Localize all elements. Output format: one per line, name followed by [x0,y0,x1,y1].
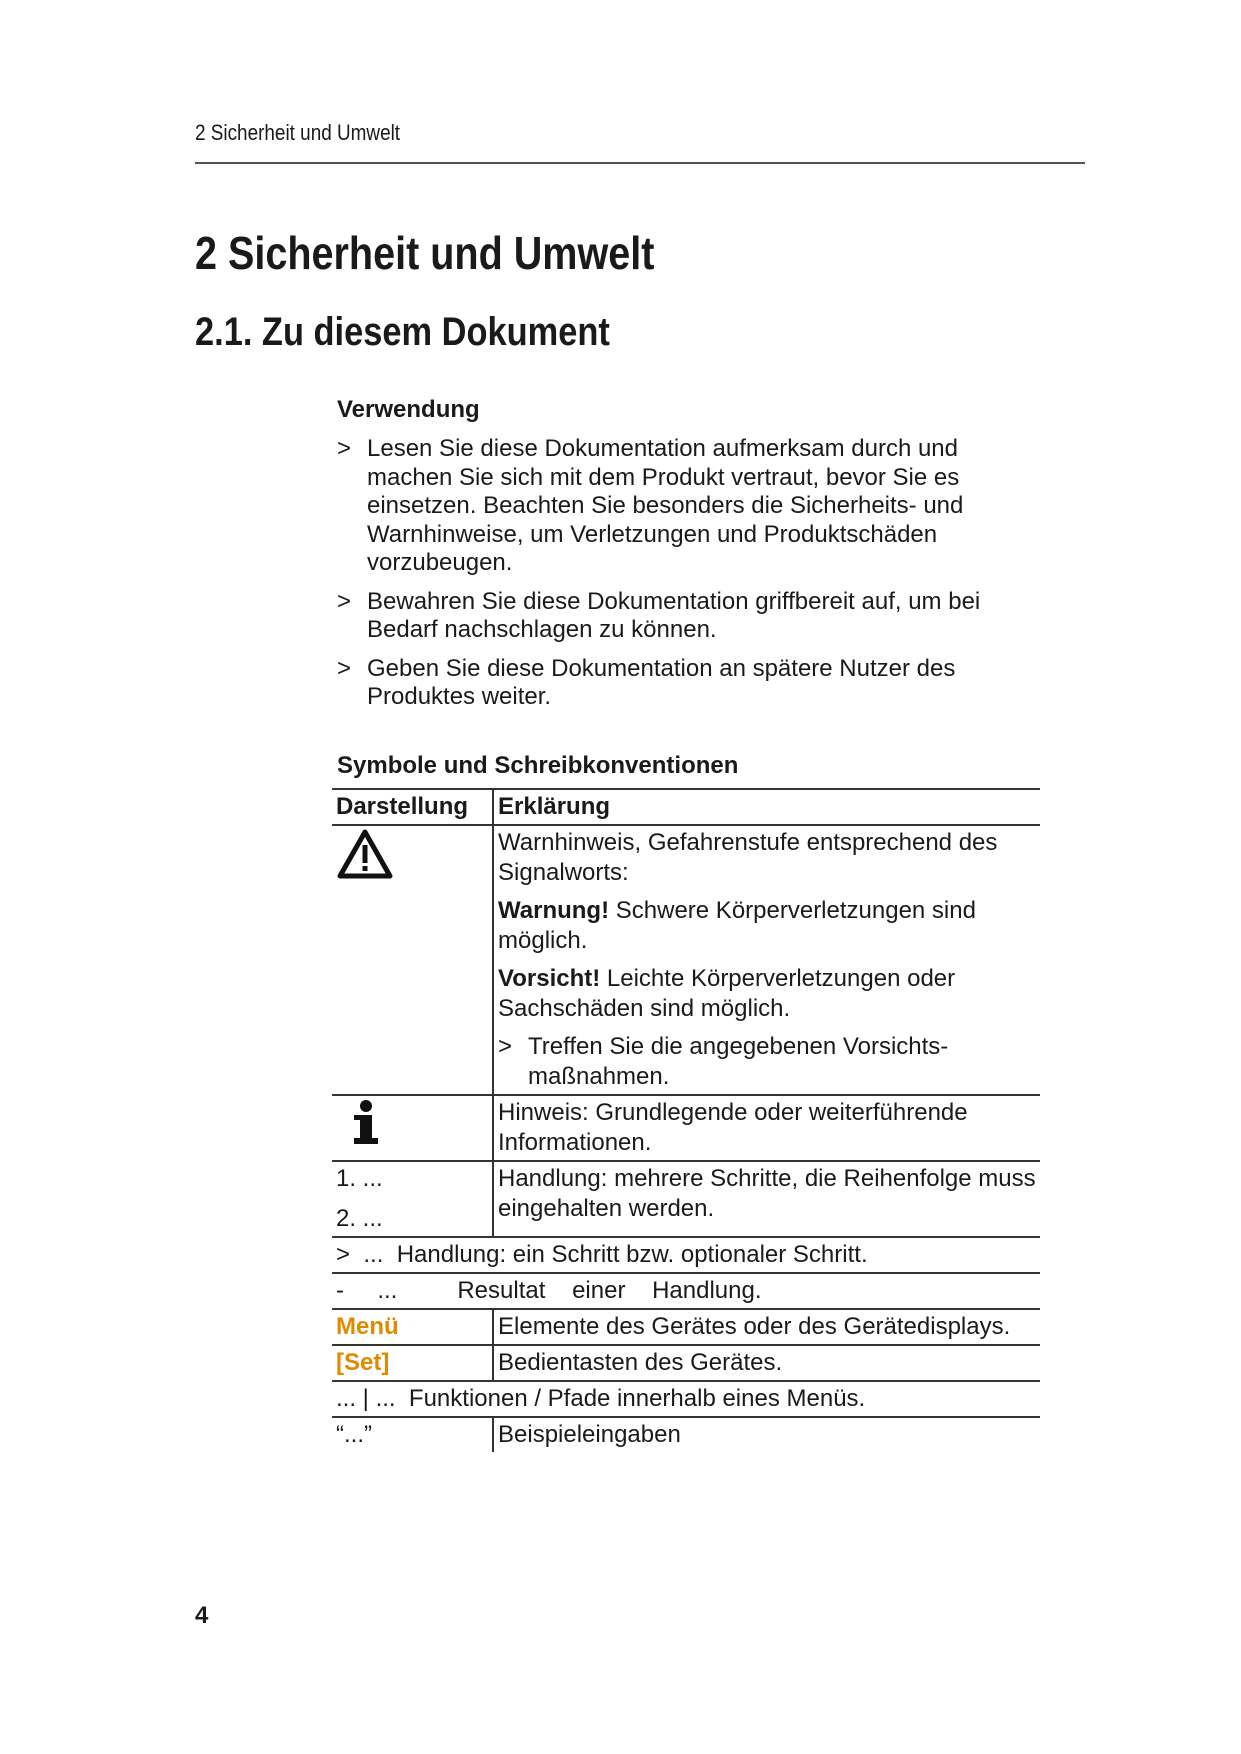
warning-description: Warnhinweis, Gefahrenstufe entsprechend des Signalworts: [498,829,998,886]
list-item-text: Bewahren Sie diese Dokumentation griffbereit auf, um bei Bedarf nachschlagen zu können. [367,587,981,643]
header-rule [195,162,1085,164]
vorsicht-label: Vorsicht! [498,965,601,992]
warning-level-vorsicht [498,964,1036,1024]
step-1: 1. ... [336,1165,383,1192]
table-row [332,1345,1040,1381]
single-step-text: > ... Handlung: ein Schritt bzw. optionaler Schritt. [332,1237,1040,1273]
table-row [332,1309,1040,1345]
action-text: Treffen Sie die angegebenen Vorsichts-maßnahmen. [528,1033,949,1090]
menu-label-cell [332,1309,493,1345]
list-item [337,655,1037,712]
list-item-text: Geben Sie diese Dokumentation an spätere Nutzer des Produktes weiter. [367,654,956,710]
info-explanation: Hinweis: Grundlegende oder weiterführende Informationen. [493,1095,1040,1161]
table-row [332,1161,1040,1237]
table-row [332,1417,1040,1452]
info-icon [336,1098,488,1146]
table-row [332,1273,1040,1309]
bullet-marker: > [337,587,352,615]
warnung-text: Schwere Körperverletzungen sind möglich. [498,897,976,954]
set-label-cell [332,1345,493,1381]
menu-explanation: Elemente des Gerätes oder des Gerätedisplays. [493,1309,1040,1345]
symbols-heading: Symbole und Schreibkonventionen [337,752,739,779]
conventions-table [332,788,1040,1452]
vorsicht-text: Leichte Körperverletzungen oder Sachschäden sind möglich. [498,965,956,1022]
warning-triangle-icon [336,828,488,880]
running-header: 2 Sicherheit und Umwelt [195,120,401,145]
column-header-explanation: Erklärung [493,789,1040,825]
warning-explanation [493,825,1040,1095]
section-title: 2.1. Zu diesem Dokument [195,310,610,354]
chapter-title: 2 Sicherheit und Umwelt [195,227,655,279]
column-header-representation: Darstellung [332,789,493,825]
menu-label: Menü [336,1313,399,1340]
list-item [337,435,1037,578]
table-row [332,1237,1040,1273]
bullet-marker: > [337,435,352,462]
action-marker: > [498,1033,513,1060]
example-explanation: Beispieleingaben [493,1417,1040,1452]
path-text: ... | ... Funktionen / Pfade innerhalb eines Menüs. [332,1381,1040,1417]
example-label: “...” [336,1421,372,1448]
usage-section [337,395,1037,712]
page-number: 4 [195,1602,209,1629]
step-2: 2. ... [336,1205,383,1232]
table-row [332,825,1040,1095]
list-item [337,588,1037,645]
list-item-text: Lesen Sie diese Dokumentation aufmerksam durch und machen Sie sich mit dem Produkt vertraut, bevor Sie es einsetzen. Beachten Sie besonders die Sicherheits- und Warnhinweise, um Verletzungen und Produktschäden vorzubeugen. [367,435,964,576]
table-row [332,1095,1040,1161]
steps-cell [332,1161,493,1237]
warning-action [498,1032,1036,1092]
warning-level-warnung [498,896,1036,956]
set-explanation: Bedientasten des Gerätes. [493,1345,1040,1381]
table-row [332,1381,1040,1417]
set-label: [Set] [336,1349,390,1376]
steps-explanation: Handlung: mehrere Schritte, die Reihenfolge muss eingehalten werden. [493,1161,1040,1237]
warning-cell [332,825,493,1095]
warnung-label: Warnung! [498,897,610,924]
bullet-marker: > [337,654,352,682]
usage-heading: Verwendung [337,396,480,423]
info-cell [332,1095,493,1161]
result-text: - ... Resultat einer Handlung. [332,1273,1040,1309]
